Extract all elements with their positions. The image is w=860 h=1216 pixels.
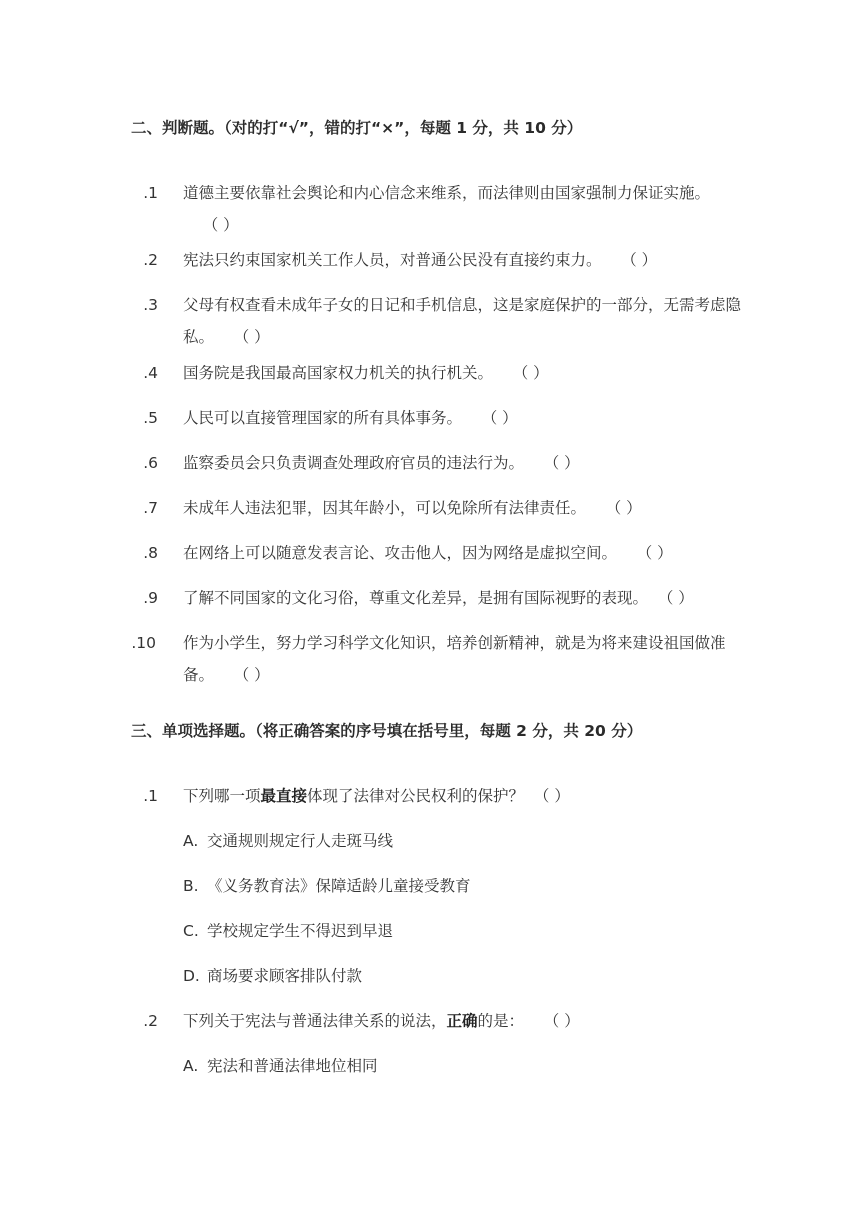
judgment-question-4: 4. 国务院是我国最高国家权力机关的执行机关。 （ ） bbox=[131, 357, 741, 389]
answer-blank: （ ） bbox=[481, 409, 518, 427]
answer-blank: （ ） bbox=[233, 666, 270, 684]
option-letter: A. bbox=[183, 832, 199, 850]
option-letter: A. bbox=[183, 1057, 199, 1075]
judgment-question-5: 5. 人民可以直接管理国家的所有具体事务。 （ ） bbox=[131, 402, 741, 434]
judgment-question-2: 2. 宪法只约束国家机关工作人员，对普通公民没有直接约束力。 （ ） bbox=[131, 244, 741, 276]
option-d bbox=[183, 964, 362, 988]
judgment-question-1: 1. 道德主要依靠社会舆论和内心信念来维系，而法律则由国家强制力保证实施。 （ ） bbox=[131, 177, 741, 241]
option-letter: B. bbox=[183, 877, 199, 895]
question-text: 人民可以直接管理国家的所有具体事务。 （ ） bbox=[183, 409, 518, 427]
question-text: 下列关于宪法与普通法律关系的说法，正确的是： （ ） bbox=[183, 1012, 580, 1030]
option-letter: D. bbox=[183, 967, 200, 985]
choice-question-1: 1. 下列哪一项最直接体现了法律对公民权利的保护？ （ ） bbox=[131, 780, 741, 812]
judgment-question-3: 3. 父母有权查看未成年子女的日记和手机信息，这是家庭保护的一部分，无需考虑隐私。 （ ） bbox=[131, 289, 741, 353]
question-text: 国务院是我国最高国家权力机关的执行机关。 （ ） bbox=[183, 364, 549, 382]
answer-blank: （ ） bbox=[621, 251, 658, 269]
emphasis-text: 最直接 bbox=[260, 787, 308, 805]
section-3-title: 三、单项选择题。（将正确答案的序号填在括号里，每题 2 分，共 20 分） bbox=[131, 722, 643, 740]
answer-blank: （ ） bbox=[202, 216, 239, 234]
judgment-question-6: 6. 监察委员会只负责调查处理政府官员的违法行为。 （ ） bbox=[131, 447, 741, 479]
answer-blank: （ ） bbox=[512, 364, 549, 382]
question-text: 了解不同国家的文化习俗，尊重文化差异，是拥有国际视野的表现。 （ ） bbox=[183, 589, 694, 607]
choice-question-2: 2. 下列关于宪法与普通法律关系的说法，正确的是： （ ） bbox=[131, 1005, 741, 1037]
emphasis-text: 正确 bbox=[446, 1012, 478, 1030]
answer-blank: （ ） bbox=[636, 544, 673, 562]
question-text: 父母有权查看未成年子女的日记和手机信息，这是家庭保护的一部分，无需考虑隐私。 （ ） bbox=[183, 296, 742, 346]
answer-blank: （ ） bbox=[233, 328, 270, 346]
option-a bbox=[183, 1054, 378, 1078]
section-2-title: 二、判断题。（对的打“√”，错的打“×”，每题 1 分，共 10 分） bbox=[131, 119, 583, 137]
option-a bbox=[183, 829, 393, 853]
judgment-question-9: 9. 了解不同国家的文化习俗，尊重文化差异，是拥有国际视野的表现。 （ ） bbox=[131, 582, 741, 614]
option-text: 《义务教育法》保障适龄儿童接受教育 bbox=[207, 877, 471, 895]
judgment-question-8: 8. 在网络上可以随意发表言论、攻击他人，因为网络是虚拟空间。 （ ） bbox=[131, 537, 741, 569]
answer-blank: （ ） bbox=[657, 589, 694, 607]
question-text: 下列哪一项最直接体现了法律对公民权利的保护？ （ ） bbox=[183, 787, 570, 805]
question-text: 宪法只约束国家机关工作人员，对普通公民没有直接约束力。 （ ） bbox=[183, 251, 658, 269]
question-text: 在网络上可以随意发表言论、攻击他人，因为网络是虚拟空间。 （ ） bbox=[183, 544, 673, 562]
question-text: 作为小学生，努力学习科学文化知识，培养创新精神，就是为将来建设祖国做准备。 （ ） bbox=[183, 634, 726, 684]
question-text: 道德主要依靠社会舆论和内心信念来维系，而法律则由国家强制力保证实施。 （ ） bbox=[183, 184, 711, 234]
judgment-question-10: 10. 作为小学生，努力学习科学文化知识，培养创新精神，就是为将来建设祖国做准备。 （ ） bbox=[131, 627, 741, 691]
option-text: 学校规定学生不得迟到早退 bbox=[207, 922, 394, 940]
judgment-question-7: 7. 未成年人违法犯罪，因其年龄小，可以免除所有法律责任。 （ ） bbox=[131, 492, 741, 524]
option-text: 宪法和普通法律地位相同 bbox=[207, 1057, 378, 1075]
question-text: 未成年人违法犯罪，因其年龄小，可以免除所有法律责任。 （ ） bbox=[183, 499, 642, 517]
option-c bbox=[183, 919, 393, 943]
option-text: 交通规则规定行人走斑马线 bbox=[207, 832, 394, 850]
answer-blank: （ ） bbox=[533, 787, 570, 805]
answer-blank: （ ） bbox=[605, 499, 642, 517]
option-text: 商场要求顾客排队付款 bbox=[207, 967, 363, 985]
option-letter: C. bbox=[183, 922, 199, 940]
question-text: 监察委员会只负责调查处理政府官员的违法行为。 （ ） bbox=[183, 454, 580, 472]
answer-blank: （ ） bbox=[543, 1012, 580, 1030]
option-b bbox=[183, 874, 471, 898]
answer-blank: （ ） bbox=[543, 454, 580, 472]
